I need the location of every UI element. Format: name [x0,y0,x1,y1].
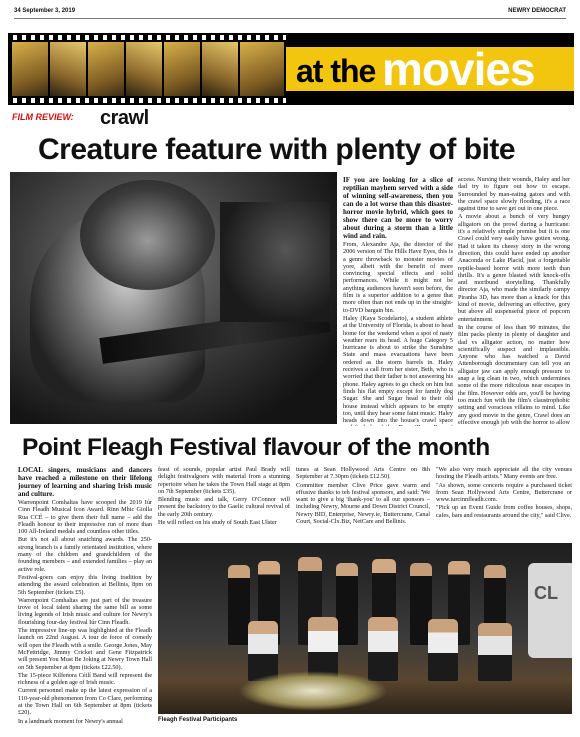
festival-paragraph: He will reflect on his study of South East Ulster [158,519,277,527]
festival-paragraph: Warrenpoint Comhaltas are just part of the treasure trove of local talent sharing the same bill as some living legends of Irish music and culture for Newry's flourishing four-day festival Iúr Cinn Fleadh. [18,596,152,626]
review-paragraph: access. Nursing their wounds, Haley and her dad try to figure out how to escape. Surrounded by man-eating gators and with the crawl space slowly flooding, it's a race against time to save get out in one piece. [458,176,570,213]
festival-paragraph: "We also very much appreciate all the city venues hosting the Fleadh artists." Many events are free. [436,466,572,481]
festival-paragraph: Committee member Clive Price gave warm and effusive thanks to teh festival sponsors, and said: 'We want to give a big 'thank-you' to all our sponsors – including Newry, Mourne and Down District Council, Newry BID, Enterprise, Newry.ie, Buttercrane, Canal Court, Social-Clx.Biz, NetCare and Bellinis. [296,481,430,526]
film-sprocket-top [8,35,286,40]
festival-paragraph: "As shown, some concerts require a purchased ticket from Sean Hollywood Arts Centre, Buttercrane or www.iurcinnfleadh.com. [436,481,572,504]
festival-lead: LOCAL singers, musicians and dancers have reached a milestone on their lifelong journey of learning and sharing Irish music and culture. [18,466,152,498]
banner-at-the: at the [296,53,376,89]
participant [228,565,250,645]
review-column-2 [458,176,570,426]
seated-musician [478,623,512,681]
festival-paragraph: The 15-piece Kilfenora Céilí Band will represent the richness of a golden age of Irish music. [18,671,152,687]
festival-paragraph: Festival-goers can enjoy this living tradition by attending the award celebration at Bellinis, 8pm on 5th September (tickets £5). [18,573,152,596]
publication-name: NEWRY DEMOCRAT [508,8,566,14]
festival-paragraph: In a landmark moment for Newry's annual [18,717,123,725]
background-shadow [220,202,330,322]
film-frame [238,42,284,96]
page-header [14,6,566,19]
seated-musician [428,619,458,681]
film-frame [124,42,162,96]
review-paragraph: A movie about a bunch of very hungry alligators on the prowl during a hurricane: it's a relatively simple premise but it is one Crawl could very easily have gotten wrong. Had it taken its cheesy story in the wrong direction, this could have ended up another Anaconda or Lake Placid, just a forgettable reptile-based horror with more teeth than thrills. It's a genre blasted with knock-offs and moribund storytelling. Thankfully director Aja, who made the similarly campy Piranha 3D, has more than a knack for this kind of movie, delivering an effective, gory but above all suspenseful piece of popcorn entertainment. [458,213,570,323]
actress-hair [80,180,215,290]
review-lead: IF you are looking for a slice of reptilian mayhem served with a side of winning self-awareness, then you can do a lot worse than this disaster-horror movie hybrid, which goes to show there can be more to worry about during a storm than a little wind and rain. [343,176,453,240]
festival-participants-photo [158,543,572,714]
festival-column-3 [296,466,430,541]
photo-caption: Fleagh Festival Participants [158,717,238,723]
seated-musician [368,617,398,681]
page-date: 34 September 3, 2019 [14,8,76,14]
participant [336,563,358,645]
review-headline: Creature feature with plenty of bite [38,133,516,166]
review-paragraph: Haley (Kaya Scodelario), a student athlete at the University of Florida, is about to head home for the weekend when a spot of nasty weather rears its head. A huge Category 5 hurricane is about to strike the Sunshine State and mass evacuations have been ordered as the storm barrels in. Haley receives a call from her sister, Beth, who is worried that their father is not answering his phone. Haley agrees to go check on him but finds his flat empty except for family dog Sugar. She and Sugar head to their old house instead which appears to be empty too, until they hear some faint music. Haley heads down into the house's crawl space [343,314,453,425]
film-still-photo [10,172,337,424]
review-column-1 [343,176,453,426]
festival-paragraph: Warrenpoint Comhaltas have scooped the 2019 Iúr Cinn Fleadh Musical Icon Award. Rinn Mhic Giolla Rua CCÉ – to give them their full name – add the Fleadh honour to their impressive run of more than 100 All-Ireland medals and countless other titles. [18,499,152,536]
stage-banner: CL [528,563,572,658]
film-sprocket-bottom [8,98,286,103]
film-frame [48,42,86,96]
review-paragraph: In the course of less than 90 minutes, the film packs plenty in plenty of daughter and dad vs alligator action, no matter how scientifically suspect and implausible. Anyone who has watched a David Attenborough documentary can tell you an alligator jaw can apply enough pressure to snap a leg clean in two, which undermines some of the more ridiculous near escapes in the film. However odds are, you'll be having too much fun with the film's claustrophobic setting and voracious villains to mind. Like any good movie in the genre, Crawl does an effective enough job with the horror to allow [458,323,570,426]
festival-headline: Point Fleagh Festival flavour of the month [22,434,490,461]
film-frame [200,42,238,96]
festival-paragraph: Current personnel make up the latest expression of a 110-year-old phenomenon from Co Clare, performing at the Town Hall on 6th September at 8pm (tickets £20). [18,687,152,717]
festival-paragraph: Blending music and talk, Gerry O'Connor will present the backstory to the Gaelic cultural revival of the early 20th century. [158,496,290,518]
banner-title [286,43,574,95]
festival-column-1 [18,466,152,730]
festival-paragraph: But it's not all about snatching awards. The 250-strong branch is a family orientated institution, where many of the children and grandchildren of the founding members – and extended families – play an active role. [18,536,152,573]
festival-paragraph: "Pick up an Event Guide from coffee houses, shops, cafes, bars and restaurants around the city," said Clive. [436,504,572,519]
film-review-tag: FILM REVIEW: [12,112,74,122]
flower-arrangement [238,671,388,711]
movies-banner [8,33,574,105]
film-frame [86,42,124,96]
festival-paragraph: The impressive line-up was highlighted at the Fleadh launch on 22nd August. A tour de force of comedy will open the Fleadh with a smile. George Jones, May McFettridge, Jimmy Cricket and Gene Fitzpatrick will present You Must Be Joking at Newry Town Hall on 5th September at 8pm (tickets £22.50). [18,627,152,671]
festival-paragraph: tunes at Sean Hollywood Arts Centre on 8th September at 7.30pm (tickets £12.50). [296,466,430,481]
film-title: crawl [100,107,149,129]
festival-column-2 [158,466,290,541]
film-review-strip [8,106,574,129]
film-frame [10,42,48,96]
film-strip [8,33,286,105]
festival-column-4 [436,466,572,541]
review-paragraph: From, Alexandre Aja, the director of the 2006 version of The Hills Have Eyes, this is a genre throwback to monster movies of yore, albeit with the benefit of more convincing special effects and solid performances. While it might not be anything audiences haven't seen before, the film is a superior addition to a genre that more often than not ends up in the straight-to-DVD bargain bin. [343,241,453,314]
film-frame [162,42,200,96]
seated-musician [248,621,278,681]
festival-paragraph: feast of sounds, popular artist Paul Brady will delight festivalgoers with material from a stunning repertoire when he takes the Town Hall stage at 8pm on 7th September (tickets £35). [158,466,290,495]
banner-movies: movies [382,43,535,95]
